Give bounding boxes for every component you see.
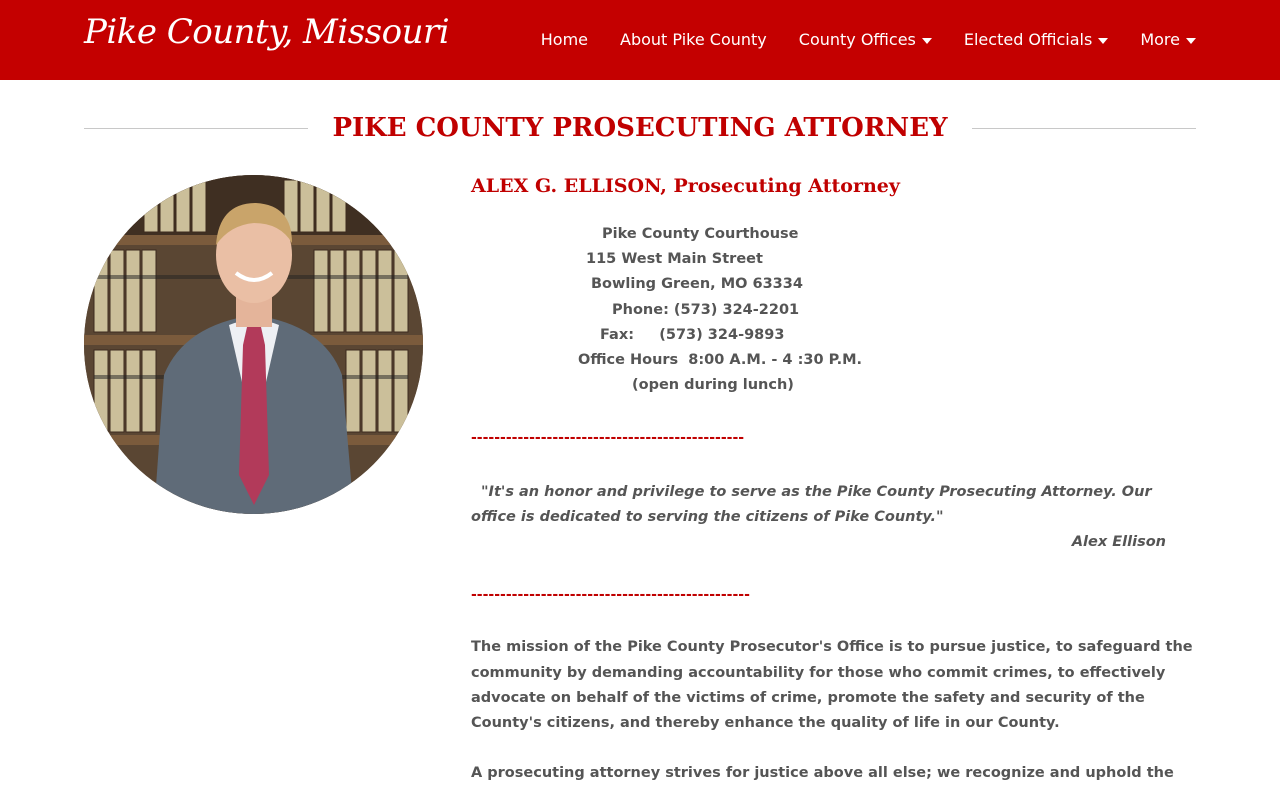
attorney-portrait-image [84,175,423,514]
principles-paragraph: A prosecuting attorney strives for justice above all else; we recognize and uphold the [471,764,1174,781]
street-line: 115 West Main Street [586,251,763,268]
nav-about-label: About Pike County [620,30,767,49]
page-title: PIKE COUNTY PROSECUTING ATTORNEY [332,113,948,143]
title-rule-right [972,128,1196,129]
site-header [0,0,1280,80]
nav-home-label: Home [540,30,589,49]
lunch-note: (open during lunch) [632,377,794,394]
dash-divider: ------------------------------------------------ [471,587,750,604]
nav-more-label: More [1140,30,1180,49]
mission-paragraph: The mission of the Pike County Prosecutor's Office is to pursue justice, to safeguard the community by demanding accountability for those who commit crimes, to effectively advocate on behalf of the victims of crime, promote the safety and security of the County's citizens, and thereby enhance the quality of life in our County. [471,639,1193,732]
nav-county-offices[interactable] [799,30,932,49]
page-title-row [84,108,1196,148]
attorney-heading: ALEX G. ELLISON, Prosecuting Attorney [471,175,900,197]
nav-elected-officials-label: Elected Officials [963,30,1093,49]
phone-line: Phone: (573) 324-2201 [612,301,800,318]
contact-block [471,222,1196,398]
attorney-portrait [84,175,423,514]
fax-line: Fax: (573) 324-9893 [600,326,785,343]
quote-text: "It's an honor and privilege to serve as the Pike County Prosecuting Attorney. Our office is dedicated to serving the citizens of Pike County." [471,484,1152,526]
main-nav [541,30,1196,49]
chevron-down-icon [922,38,932,44]
site-logo-text[interactable]: Pike County, Missouri [84,12,450,52]
main-content [471,172,1196,786]
chevron-down-icon [1098,38,1108,44]
nav-more[interactable] [1140,30,1196,49]
dash-divider: ----------------------------------------------- [471,430,745,447]
quote-author: Alex Ellison [1071,534,1166,551]
chevron-down-icon [1186,38,1196,44]
city-line: Bowling Green, MO 63334 [591,276,803,293]
nav-about-pike-county[interactable] [620,30,767,49]
nav-elected-officials[interactable] [964,30,1108,49]
office-hours-line: Office Hours 8:00 A.M. - 4 :30 P.M. [578,352,863,369]
courthouse-line: Pike County Courthouse [602,226,799,242]
nav-county-offices-label: County Offices [798,30,916,49]
nav-home[interactable] [541,30,588,49]
title-rule-left [84,128,308,129]
